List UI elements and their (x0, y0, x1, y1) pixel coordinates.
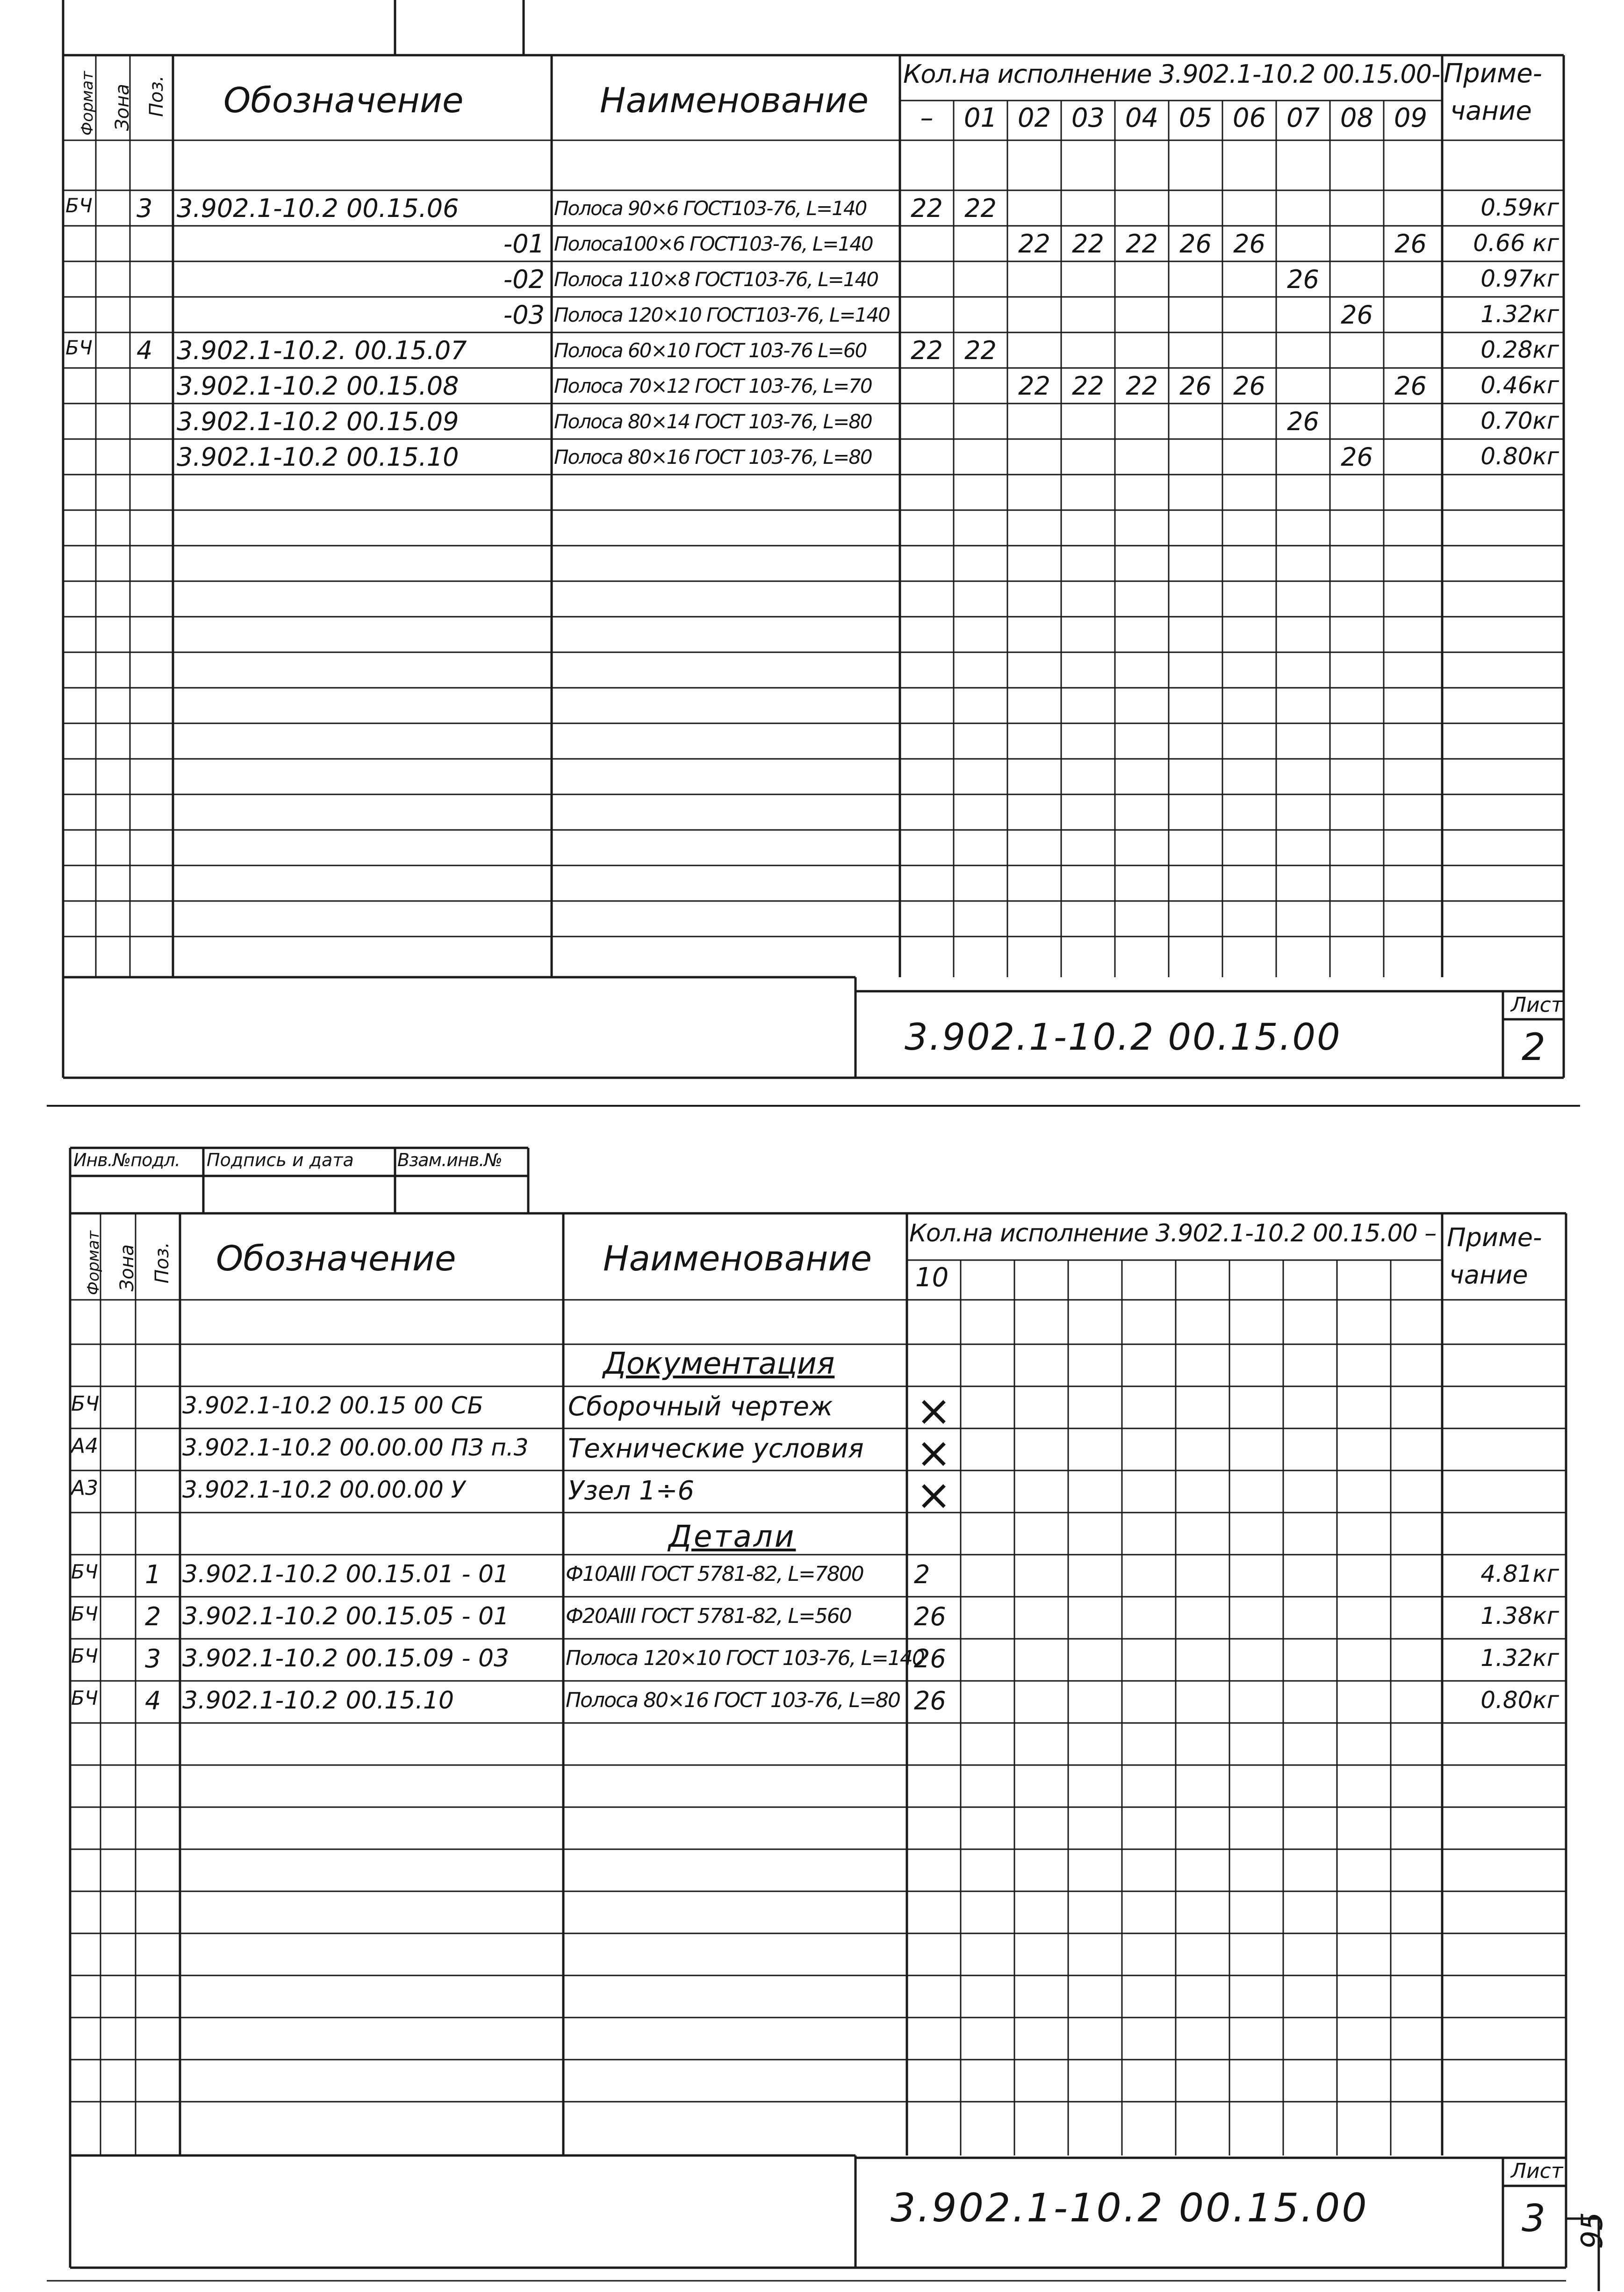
doc-format: А3 (71, 1476, 99, 1500)
header-note-2: чание (1450, 96, 1532, 126)
row-name: Полоса 80×14 ГОСТ 103-76, L=80 (554, 410, 872, 433)
row-qty: 26 (1394, 371, 1427, 401)
stamp-sheet-number: 3 (1522, 2197, 1545, 2240)
row-qty: 22 (1018, 229, 1050, 259)
row-qty: 22 (1126, 229, 1158, 259)
side-inv-label: Инв.№подл. (73, 1150, 180, 1170)
row-qty: 22 (911, 194, 943, 223)
stamp-code: 3.902.1-10.2 00.15.00 (905, 1016, 1342, 1059)
row-note: 0.70кг (1480, 407, 1559, 434)
part-format: БЧ (71, 1602, 98, 1625)
part-note: 4.81кг (1480, 1560, 1559, 1587)
row-name: Полоса100×6 ГОСТ103-76, L=140 (554, 232, 873, 255)
section-documentation: Документация (603, 1347, 835, 1381)
row-note: 1.32кг (1480, 301, 1559, 328)
doc-name: Узел 1÷6 (568, 1476, 695, 1506)
part-qty: 26 (914, 1686, 946, 1715)
row-name: Полоса 70×12 ГОСТ 103-76, L=70 (554, 375, 872, 397)
part-format: БЧ (71, 1644, 98, 1667)
stamp-sheet-label: Лист (1511, 2159, 1563, 2183)
variant-header: 04 (1125, 103, 1159, 133)
part-name: Полоса 80×16 ГОСТ 103-76, L=80 (566, 1688, 900, 1712)
row-name: Полоса 80×16 ГОСТ 103-76, L=80 (554, 446, 872, 468)
row-format: БЧ (65, 194, 93, 217)
row-qty: 26 (1287, 407, 1319, 436)
part-note: 1.38кг (1480, 1602, 1559, 1629)
cross-mark-icon: × (916, 1386, 952, 1435)
row-name: Полоса 110×8 ГОСТ103-76, L=140 (554, 268, 878, 291)
row-position: 4 (137, 336, 153, 365)
doc-format: А4 (71, 1434, 99, 1458)
variant-header: 09 (1394, 103, 1428, 133)
row-designation: -02 (503, 265, 545, 294)
row-qty: 26 (1341, 442, 1373, 472)
variant-header-10: 10 (915, 1262, 949, 1293)
side-sign-label: Подпись и дата (207, 1150, 354, 1170)
variant-header: 01 (963, 103, 998, 133)
variant-header: 03 (1071, 103, 1105, 133)
part-note: 0.80кг (1480, 1687, 1559, 1714)
row-qty: 26 (1287, 265, 1319, 294)
part-position: 2 (145, 1602, 161, 1631)
header-note-1: Приме- (1444, 58, 1542, 89)
header-name: Наименование (600, 80, 869, 121)
stamp-code: 3.902.1-10.2 00.15.00 (891, 2185, 1369, 2231)
section-parts: Детали (668, 1520, 796, 1554)
part-position: 4 (145, 1686, 161, 1715)
header-qty-title: Кол.на исполнение 3.902.1-10.2 00.15.00- (903, 59, 1440, 89)
part-designation: 3.902.1-10.2 00.15.10 (182, 1687, 454, 1715)
header-format: Формат (84, 1231, 103, 1295)
part-name: Полоса 120×10 ГОСТ 103-76, L=140 (566, 1646, 924, 1670)
variant-header: 05 (1178, 103, 1213, 133)
row-qty: 26 (1341, 300, 1373, 330)
part-note: 1.32кг (1480, 1644, 1559, 1672)
stamp-sheet-label: Лист (1511, 993, 1563, 1017)
header-designation: Обозначение (223, 80, 464, 121)
row-designation: -01 (503, 229, 545, 259)
row-designation: 3.902.1-10.2 00.15.08 (177, 371, 459, 401)
header-name: Наименование (603, 1239, 872, 1279)
row-note: 0.97кг (1480, 265, 1559, 292)
part-designation: 3.902.1-10.2 00.15.01 - 01 (182, 1560, 510, 1588)
row-note: 0.80кг (1480, 443, 1559, 470)
row-designation: -03 (503, 300, 545, 330)
header-pos: Поз. (151, 1242, 173, 1283)
doc-name: Технические условия (568, 1434, 864, 1464)
doc-designation: 3.902.1-10.2 00.00.00 У (182, 1476, 466, 1503)
part-format: БЧ (71, 1560, 98, 1583)
header-zone: Зона (112, 84, 133, 131)
row-qty: 22 (911, 336, 943, 365)
part-qty: 26 (914, 1602, 946, 1631)
header-note-2: чание (1449, 1260, 1528, 1290)
row-qty: 22 (1072, 229, 1104, 259)
row-designation: 3.902.1-10.2 00.15.10 (177, 442, 459, 472)
row-qty: 22 (1072, 371, 1104, 401)
part-designation: 3.902.1-10.2 00.15.05 - 01 (182, 1602, 510, 1630)
row-format: БЧ (65, 336, 93, 359)
row-designation: 3.902.1-10.2 00.15.06 (177, 194, 459, 223)
row-qty: 26 (1179, 229, 1212, 259)
doc-designation: 3.902.1-10.2 00.00.00 ПЗ п.3 (182, 1434, 529, 1461)
header-note-1: Приме- (1447, 1223, 1542, 1252)
header-qty-title: Кол.на исполнение 3.902.1-10.2 00.15.00 – (909, 1219, 1437, 1247)
row-designation: 3.902.1-10.2 00.15.09 (177, 407, 459, 436)
part-name: Ф20АIII ГОСТ 5781-82, L=560 (566, 1604, 851, 1628)
row-qty: 22 (964, 194, 997, 223)
part-position: 3 (145, 1644, 161, 1673)
row-note: 0.59кг (1480, 194, 1559, 221)
header-designation: Обозначение (216, 1239, 456, 1279)
stamp-sheet-number: 2 (1522, 1025, 1545, 1069)
variant-header: – (920, 103, 934, 133)
part-position: 1 (145, 1560, 161, 1589)
row-qty: 22 (1126, 371, 1158, 401)
doc-name: Сборочный чертеж (568, 1391, 833, 1422)
row-note: 0.46кг (1480, 372, 1559, 399)
row-designation: 3.902.1-10.2. 00.15.07 (177, 336, 467, 365)
row-name: Полоса 90×6 ГОСТ103-76, L=140 (554, 197, 867, 220)
doc-format: БЧ (71, 1392, 100, 1416)
doc-designation: 3.902.1-10.2 00.15 00 СБ (182, 1392, 483, 1419)
variant-header: 02 (1017, 103, 1051, 133)
header-pos: Поз. (146, 75, 167, 117)
cross-mark-icon: × (916, 1428, 952, 1478)
part-format: БЧ (71, 1687, 98, 1709)
part-designation: 3.902.1-10.2 00.15.09 - 03 (182, 1644, 510, 1672)
part-name: Ф10АIII ГОСТ 5781-82, L=7800 (566, 1562, 863, 1586)
album-page-number: 95 (1575, 2212, 1609, 2249)
row-qty: 26 (1179, 371, 1212, 401)
row-note: 0.66 кг (1473, 230, 1559, 257)
row-qty: 22 (1018, 371, 1050, 401)
variant-header: 07 (1286, 103, 1320, 133)
variant-header: 08 (1340, 103, 1374, 133)
part-qty: 26 (914, 1644, 946, 1673)
row-qty: 26 (1233, 371, 1265, 401)
side-replace-label: Взам.инв.№ (397, 1150, 502, 1170)
row-name: Полоса 120×10 ГОСТ103-76, L=140 (554, 303, 890, 326)
variant-header: 06 (1232, 103, 1266, 133)
row-position: 3 (137, 194, 153, 223)
row-qty: 26 (1233, 229, 1265, 259)
cross-mark-icon: × (916, 1470, 952, 1520)
row-qty: 22 (964, 336, 997, 365)
row-note: 0.28кг (1480, 336, 1559, 363)
row-qty: 26 (1394, 229, 1427, 259)
row-name: Полоса 60×10 ГОСТ 103-76 L=60 (554, 339, 867, 362)
header-zone: Зона (116, 1244, 138, 1291)
part-qty: 2 (914, 1560, 930, 1589)
header-format: Формат (78, 71, 97, 136)
